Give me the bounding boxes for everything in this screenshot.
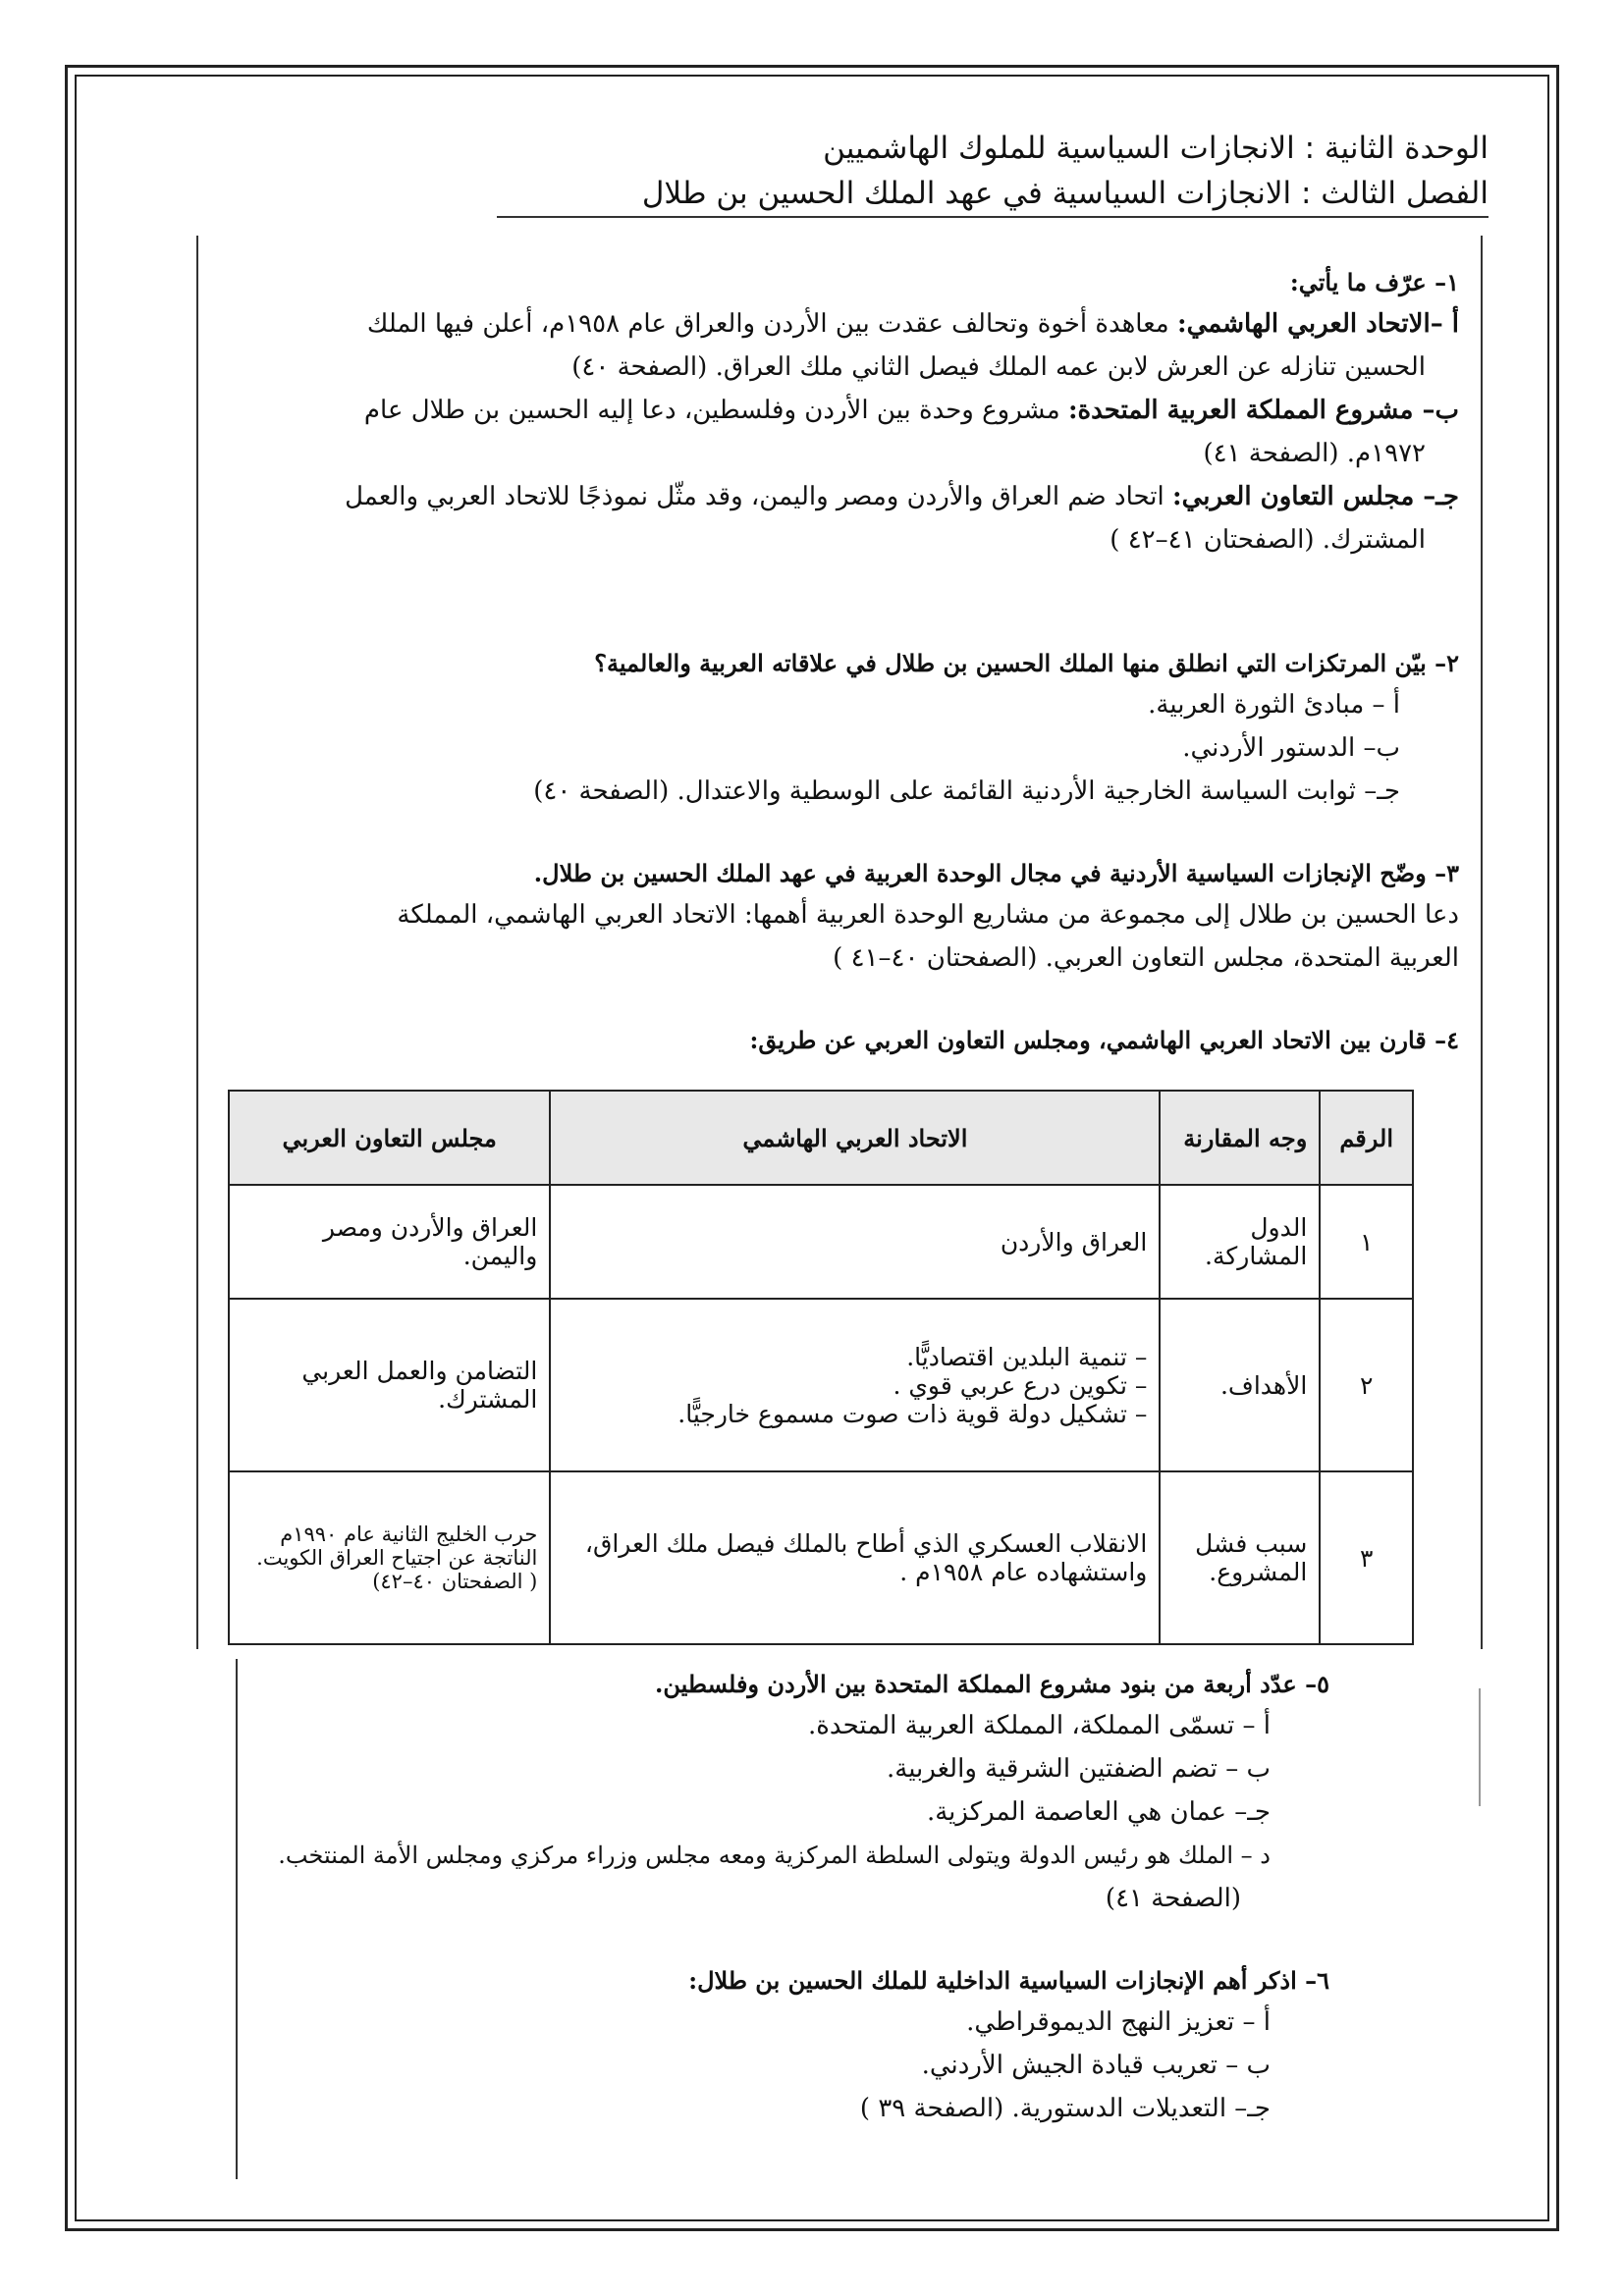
question-5-title: ٥– عدّد أربعة من بنود مشروع المملكة المتحدة بين الأردن وفلسطين. xyxy=(655,1670,1329,1698)
q1-item-a: أ –الاتحاد العربي الهاشمي: معاهدة أخوة وتحالف عقدت بين الأردن والعراق عام ١٩٥٨م، أعلن فيها الملك xyxy=(366,309,1459,339)
row-number: ٢ xyxy=(1320,1299,1413,1471)
q2-item-c: جـ– ثوابت السياسة الخارجية الأردنية القائمة على الوسطية والاعتدال. (الصفحة ٤٠) xyxy=(533,776,1400,806)
row-hashemite: العراق والأردن xyxy=(550,1185,1160,1299)
q5-item-b: ب – تضم الضفتين الشرقية والغربية. xyxy=(887,1754,1271,1784)
q1-item-c-cont: المشترك. (الصفحتان ٤١–٤٢ ) xyxy=(1110,525,1426,555)
question-1 xyxy=(192,263,1459,561)
chapter-title: الفصل الثالث : الانجازات السياسية في عهد الملك الحسين بن طلال xyxy=(641,176,1489,211)
row-number: ١ xyxy=(1320,1185,1413,1299)
q5-reference: (الصفحة ٤١) xyxy=(1105,1884,1241,1913)
q2-item-a: أ – مبادئ الثورة العربية. xyxy=(1148,690,1400,720)
question-2 xyxy=(192,644,1459,813)
header-number: الرقم xyxy=(1320,1091,1413,1185)
q1-item-a-cont: الحسين تنازله عن العرش لابن عمه الملك فيصل الثاني ملك العراق. (الصفحة ٤٠) xyxy=(571,352,1426,382)
q6-item-b: ب – تعريب قيادة الجيش الأردني. xyxy=(921,2051,1271,2080)
table-row xyxy=(229,1471,1413,1644)
question-6-title: ٦– اذكر أهم الإنجازات السياسية الداخلية للملك الحسين بن طلال: xyxy=(688,1966,1329,1995)
header-arab-cooperation-council: مجلس التعاون العربي xyxy=(229,1091,550,1185)
question-4 xyxy=(192,1021,1459,1060)
q5-item-d: د – الملك هو رئيس الدولة ويتولى السلطة المركزية ومعه مجلس وزراء مركزي ومجلس الأمة المنتخب. xyxy=(278,1842,1271,1869)
page-header xyxy=(310,126,1489,216)
q2-item-b: ب– الدستور الأردني. xyxy=(1182,733,1400,763)
unit-title: الوحدة الثانية : الانجازات السياسية للملوك الهاشميين xyxy=(823,131,1489,166)
question-3 xyxy=(192,854,1459,980)
row-aspect: الأهداف. xyxy=(1160,1299,1320,1471)
q1-item-b-cont: ١٩٧٢م. (الصفحة ٤١) xyxy=(1203,439,1426,468)
row-coop: العراق والأردن ومصر واليمن. xyxy=(229,1185,550,1299)
q1-item-b: ب– مشروع المملكة العربية المتحدة: مشروع وحدة بين الأردن وفلسطين، دعا إليه الحسين بن طلال عام xyxy=(363,396,1459,425)
q6-item-a: أ – تعزيز النهج الديموقراطي. xyxy=(966,2007,1271,2037)
table-header-row xyxy=(229,1091,1413,1185)
q3-answer-line2: العربية المتحدة، مجلس التعاون العربي. (الصفحتان ٤٠–٤١ ) xyxy=(833,943,1459,973)
row-hashemite: الانقلاب العسكري الذي أطاح بالملك فيصل ملك العراق، واستشهاده عام ١٩٥٨م . xyxy=(550,1471,1160,1644)
row-aspect: سبب فشل المشروع. xyxy=(1160,1471,1320,1644)
row-hashemite: – تنمية البلدين اقتصاديًّا. – تكوين درع عربي قوي . – تشكيل دولة قوية ذات صوت مسموع خارجيًّا. xyxy=(550,1299,1160,1471)
q6-item-c: جـ– التعديلات الدستورية. (الصفحة ٣٩ ) xyxy=(859,2094,1271,2123)
header-hashemite-union: الاتحاد العربي الهاشمي xyxy=(550,1091,1160,1185)
q5-item-c: جـ– عمان هي العاصمة المركزية. xyxy=(926,1797,1271,1827)
q1-item-c: جـ– مجلس التعاون العربي: اتحاد ضم العراق والأردن ومصر واليمن، وقد مثّل نموذجًا للاتحاد العربي والعمل xyxy=(345,482,1459,511)
row-coop: حرب الخليج الثانية عام ١٩٩٠م الناتجة عن اجتياح العراق الكويت. ( الصفحتان ٤٠–٤٢) xyxy=(229,1471,550,1644)
comparison-table xyxy=(228,1090,1414,1645)
row-number: ٣ xyxy=(1320,1471,1413,1644)
q5-item-a: أ – تسمّى المملكة، المملكة العربية المتحدة. xyxy=(808,1711,1271,1740)
row-coop: التضامن والعمل العربي المشترك. xyxy=(229,1299,550,1471)
question-1-title: ١– عرّف ما يأتي: xyxy=(1289,268,1459,296)
header-underline xyxy=(497,216,1489,218)
question-3-title: ٣– وضّح الإنجازات السياسية الأردنية في مجال الوحدة العربية في عهد الملك الحسين بن طلال. xyxy=(533,859,1459,887)
question-2-title: ٢– بيّن المرتكزات التي انطلق منها الملك الحسين بن طلال في علاقاته العربية والعالمية؟ xyxy=(594,649,1459,677)
question-5 xyxy=(230,1665,1329,1920)
header-aspect: وجه المقارنة xyxy=(1160,1091,1320,1185)
row-aspect: الدول المشاركة. xyxy=(1160,1185,1320,1299)
q3-answer-line1: دعا الحسين بن طلال إلى مجموعة من مشاريع الوحدة العربية أهمها: الاتحاد العربي الهاشمي، المملكة xyxy=(397,900,1459,930)
question-6 xyxy=(230,1961,1329,2130)
question-4-title: ٤– قارن بين الاتحاد العربي الهاشمي، ومجلس التعاون العربي عن طريق: xyxy=(749,1026,1459,1054)
table-row xyxy=(229,1185,1413,1299)
table-row xyxy=(229,1299,1413,1471)
